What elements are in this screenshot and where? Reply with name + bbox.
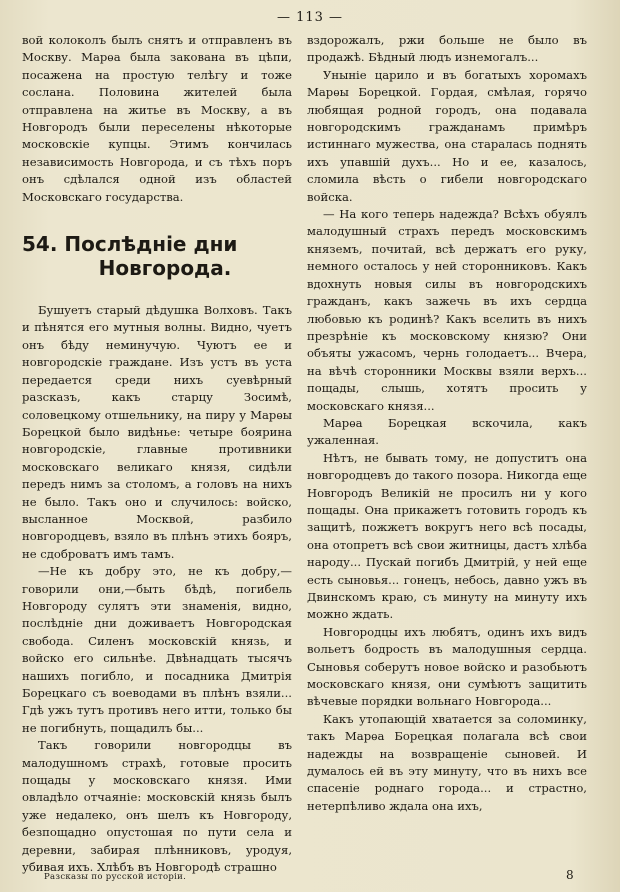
- paragraph: Такъ говорили новгородцы въ малодушномъ страхѣ, готовые просить пощады у московскаго князя. Ими овладѣло отчаяніе: московскій князь былъ уже недалеко, онъ шелъ къ Новгороду, безпощадно опустошая по пути села и деревни, забирая плѣнниковъ, уродуя, убивая ихъ. Хлѣбъ въ Новгородѣ страшно: [22, 738, 292, 875]
- paragraph: —Не къ добру это, не къ добру,—говорили они,—быть бѣдѣ, погибель Новгороду сулятъ эти знаменія, видно, послѣдніе дни доживаетъ Новгородская свобода. Силенъ московскій князь, и войско его сильнѣе. Двѣнадцать тысячъ нашихъ погибло, и посадника Дмитрія Борецкаго съ воеводами въ плѣнъ взяли... Гдѣ ужъ тутъ противъ него итти, только бы не погибнуть, пощадилъ бы...: [22, 564, 292, 735]
- intro-paragraph: вой колоколъ былъ снятъ и отправленъ въ Москву. Марѳа была закована въ цѣпи, посажена на простую телѣгу и тоже сослана. Половина жителей была отправлена на житье въ Москву, а въ Новгородъ были переселены нѣкоторые московскіе купцы. Этимъ кончилась независимость Новгорода, и съ тѣхъ поръ онъ сдѣлался одной изъ областей Московскаго государства.: [22, 33, 292, 204]
- paragraph: Нѣтъ, не бывать тому, не допуститъ она новгородцевъ до такого позора. Никогда еще Новгородъ Великій не просилъ ни у кого пощады. Она прикажетъ готовить городъ къ защитѣ, пожжетъ вокругъ него всѣ посады, она отопретъ всѣ свои житницы, дастъ хлѣба народу... Пускай погибъ Дмитрій, у ней еще есть сыновья... гонецъ, небось, давно ужъ въ Двинскомъ краю, съ минуту на минуту ихъ можно ждать.: [307, 450, 587, 622]
- right-column: [307, 32, 587, 815]
- paragraph: Марѳа Борецкая вскочила, какъ ужаленная.: [307, 415, 587, 448]
- chapter-heading: [22, 232, 292, 280]
- paragraph: Бушуетъ старый дѣдушка Волховъ. Такъ и пѣнятся его мутныя волны. Видно, чуетъ онъ бѣду неминучую. Чуютъ ее и новгородскіе граждане. Изъ устъ въ уста передается среди нихъ суевѣрный разсказъ, какъ старцу Зосимѣ, соловецкому отшельнику, на пиру у Марѳы Борецкой было видѣнье: четыре боярина новгородскіе, главные противники московскаго великаго князя, сидѣли передъ нимъ за столомъ, а головъ на нихъ не было. Такъ оно и случилось: войско, высланное Москвой, разбило новгородцевъ, взяло въ плѣнъ этихъ бояръ, не сдоброватъ имъ тамъ.: [22, 303, 292, 561]
- footer-signature: 8: [566, 868, 574, 882]
- paragraph: — На кого теперь надежда? Всѣхъ обуялъ малодушный страхъ передъ московскимъ княземъ, почитай, всѣ держатъ его руку, немного осталось у ней сторонниковъ. Какъ вдохнуть новыя силы въ новгородскихъ гражданъ, какъ зажечь въ ихъ сердца любовью къ родинѣ? Какъ вселить въ нихъ презрѣніе къ московскому князю? Они объяты ужасомъ, чернь голодаетъ... Вчера, на вѣчѣ сторонники Москвы взяли верхъ... пощады, слышь, хотятъ просить у московскаго князя...: [307, 207, 587, 413]
- paragraph: Уныніе царило и въ богатыхъ хоромахъ Марѳы Борецкой. Гордая, смѣлая, горячо любящая родной городъ, она подавала новгородскимъ гражданамъ примѣръ истиннаго мужества, она старалась поднять ихъ упавшій духъ... Но и ее, казалось, сломила вѣсть о гибели новгородскаго войска.: [307, 67, 587, 204]
- chapter-number: 54.: [22, 232, 58, 257]
- paragraph: Какъ утопающій хватается за соломинку, такъ Марѳа Борецкая полагала всѣ свои надежды на возвращеніе сыновей. И думалось ей въ эту минуту, что въ нихъ все спасеніе роднаго города... и страстно, нетерпѣливо ждала она ихъ,: [307, 711, 587, 813]
- footer-source: Разсказы по русской исторіи.: [44, 872, 187, 882]
- paragraph: вздорожалъ, ржи больше не было въ продажѣ. Бѣдный людъ изнемогалъ...: [307, 33, 587, 65]
- left-column: [22, 32, 292, 876]
- page-number: — 113 —: [276, 10, 344, 25]
- chapter-title-line1: Послѣдніе дни: [64, 232, 238, 257]
- paragraph: Новгородцы ихъ любятъ, одинъ ихъ видъ вольетъ бодрость въ малодушныя сердца. Сыновья соберутъ новое войско и разобьютъ московскаго князя, они сумѣютъ защитить вѣчевые порядки вольнаго Новгорода...: [307, 624, 587, 709]
- chapter-title-line2: Новгорода.: [98, 256, 232, 281]
